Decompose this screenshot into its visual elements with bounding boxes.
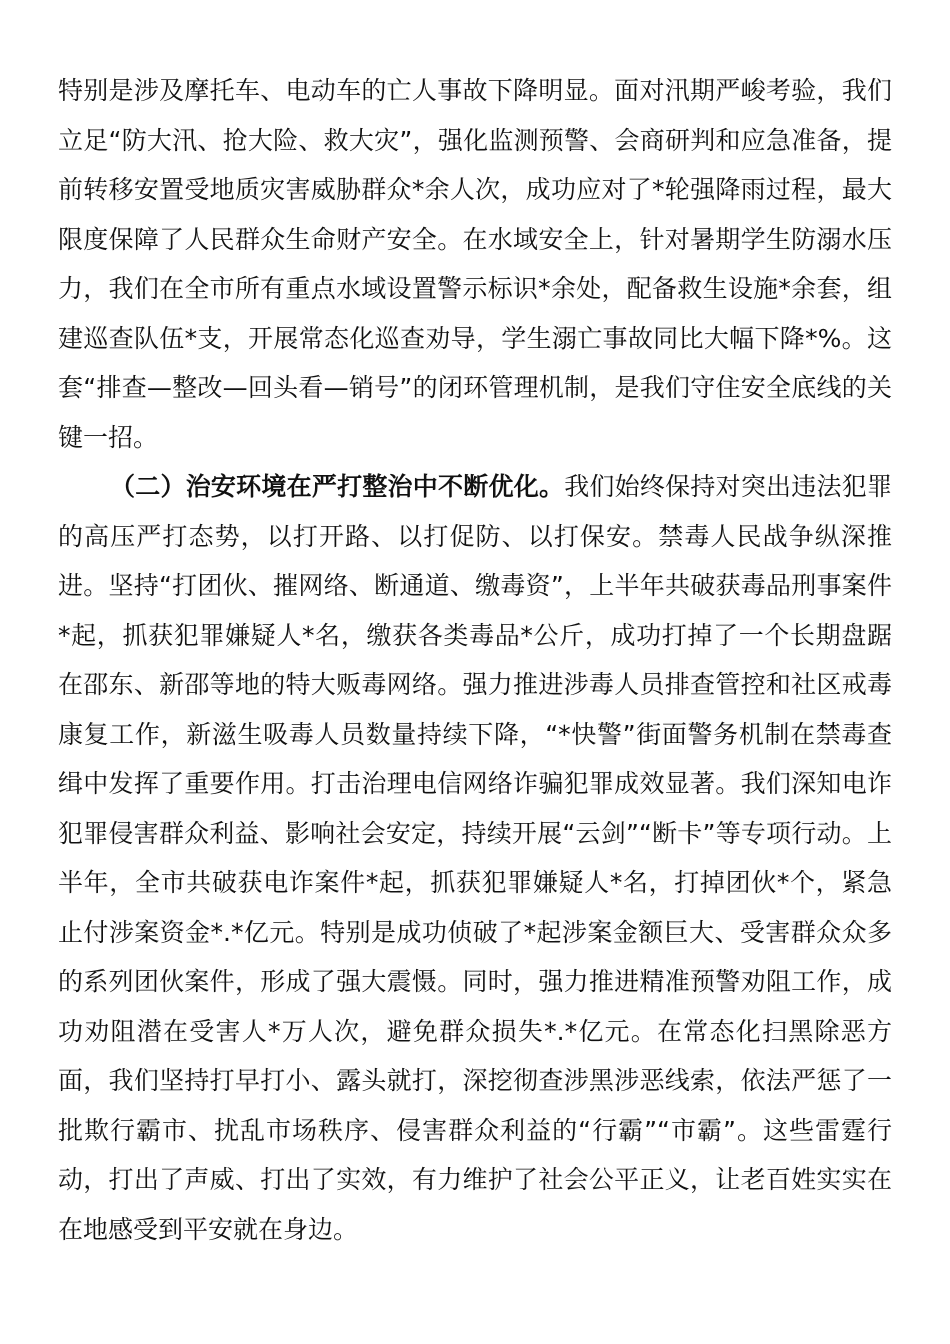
section-body-text: 我们始终保持对突出违法犯罪的高压严打态势，以打开路、以打促防、以打保安。禁毒人民战争纵深推进。坚持“打团伙、摧网络、断通道、缴毒资”，上半年共破获毒品刑事案件*起，抓获犯罪嫌疑人*名，缴获各类毒品*公斤，成功打掉了一个长期盘踞在邵东、新邵等地的特大贩毒网络。强力推进涉毒人员排查管控和社区戒毒康复工作，新滋生吸毒人员数量持续下降，“*快警”街面警务机制在禁毒查缉中发挥了重要作用。打击治理电信网络诈骗犯罪成效显著。我们深知电诈犯罪侵害群众利益、影响社会安定，持续开展“云剑”“断卡”等专项行动。上半年，全市共破获电诈案件*起，抓获犯罪嫌疑人*名，打掉团伙*个，紧急止付涉案资金*.*亿元。特别是成功侦破了*起涉案金额巨大、受害群众众多的系列团伙案件，形成了强大震慑。同时，强力推进精准预警劝阻工作，成功劝阻潜在受害人*万人次，避免群众损失*.*亿元。在常态化扫黑除恶方面，我们坚持打早打小、露头就打，深挖彻查涉黑涉恶线索，依法严惩了一批欺行霸市、扰乱市场秩序、侵害群众利益的“行霸”“市霸”。这些雷霆行动，打出了声威、打出了实效，有力维护了社会公平正义，让老百姓实实在在地感受到平安就在身边。	[58, 472, 892, 1244]
paragraph-safety-measures: 特别是涉及摩托车、电动车的亡人事故下降明显。面对汛期严峻考验，我们立足“防大汛、抢大险、救大灾”，强化监测预警、会商研判和应急准备，提前转移安置受地质灾害威胁群众*余人次，成功应对了*轮强降雨过程，最大限度保障了人民群众生命财产安全。在水域安全上，针对暑期学生防溺水压力，我们在全市所有重点水域设置警示标识*余处，配备救生设施*余套，组建巡查队伍*支，开展常态化巡查劝导，学生溺亡事故同比大幅下降*%。这套“排查—整改—回头看—销号”的闭环管理机制，是我们守住安全底线的关键一招。	[58, 76, 892, 452]
section-heading: （二）治安环境在严打整治中不断优化。	[110, 472, 565, 501]
document-page	[58, 66, 892, 1254]
paragraph-public-security	[58, 462, 892, 1254]
